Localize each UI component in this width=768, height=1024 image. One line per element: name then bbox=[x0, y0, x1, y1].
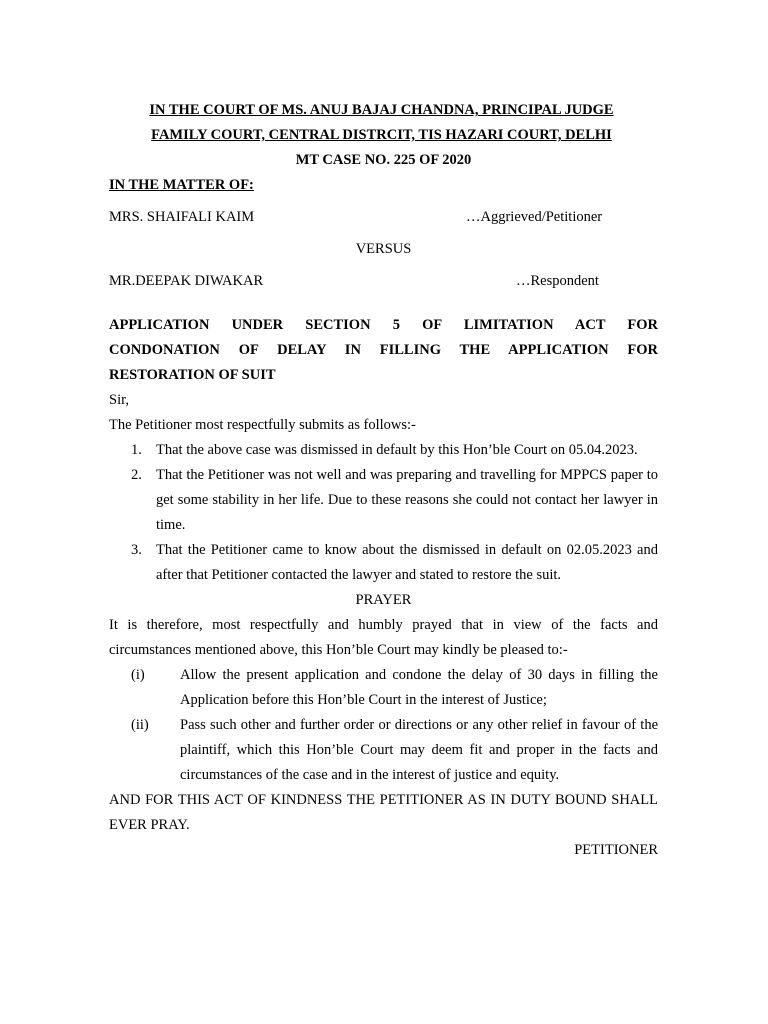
case-number: MT CASE NO. 225 OF 2020 bbox=[295, 152, 472, 168]
matter-heading: IN THE MATTER OF: bbox=[109, 177, 254, 193]
list-item: 2. That the Petitioner was not well and was preparing and travelling for MPPCS paper to get some stability in her life. Due to these reasons she could not contact her lawyer in time. bbox=[131, 467, 658, 533]
list-item: (i) Allow the present application and condone the delay of 30 days in filling the Application before this Hon’ble Court in the interest of Justice; bbox=[131, 667, 658, 708]
application-title bbox=[109, 313, 658, 388]
prayer-heading: PRAYER bbox=[355, 592, 412, 608]
prayer-intro: It is therefore, most respectfully and humbly prayed that in view of the facts and circumstances mentioned above, this Hon’ble Court may kindly be pleased to:- bbox=[109, 617, 658, 658]
point-text: That the above case was dismissed in default by this Hon’ble Court on 05.04.2023. bbox=[156, 442, 638, 458]
document-page bbox=[109, 98, 658, 863]
point-text: That the Petitioner came to know about the dismissed in default on 02.05.2023 and after that Petitioner contacted the lawyer and stated to restore the suit. bbox=[156, 542, 658, 583]
point-text: That the Petitioner was not well and was preparing and travelling for MPPCS paper to get some stability in her life. Due to these reasons she could not contact her lawyer in time. bbox=[156, 467, 658, 533]
petitioner-role: …Aggrieved/Petitioner bbox=[466, 209, 603, 225]
respondent-name: MR.DEEPAK DIWAKAR bbox=[109, 273, 264, 289]
court-heading-line1: IN THE COURT OF MS. ANUJ BAJAJ CHANDNA, PRINCIPAL JUDGE bbox=[149, 102, 614, 118]
submission-list bbox=[109, 438, 658, 588]
application-title-line3: RESTORATION OF SUIT bbox=[109, 367, 276, 383]
application-title-line2: CONDONATION OF DELAY IN FILLING THE APPLICATION FOR bbox=[109, 342, 658, 358]
signature-label: PETITIONER bbox=[574, 842, 658, 858]
list-item: (ii) Pass such other and further order or directions or any other relief in favour of the plaintiff, which this Hon’ble Court may deem fit and proper in the facts and circumstances of the case and in the interest of justice and equity. bbox=[131, 717, 658, 783]
petitioner-name: MRS. SHAIFALI KAIM bbox=[109, 209, 255, 225]
closing-text: AND FOR THIS ACT OF KINDNESS THE PETITIONER AS IN DUTY BOUND SHALL EVER PRAY. bbox=[109, 792, 658, 833]
intro-text: The Petitioner most respectfully submits as follows:- bbox=[109, 417, 416, 433]
application-title-line1: APPLICATION UNDER SECTION 5 OF LIMITATION ACT FOR bbox=[109, 317, 658, 333]
prayer-text: Allow the present application and condone the delay of 30 days in filling the Application before this Hon’ble Court in the interest of Justice; bbox=[180, 667, 658, 708]
list-item: 1. That the above case was dismissed in default by this Hon’ble Court on 05.04.2023. bbox=[131, 442, 638, 458]
respondent-role: …Respondent bbox=[516, 273, 599, 289]
petitioner-row bbox=[109, 205, 658, 230]
prayer-text: Pass such other and further order or directions or any other relief in favour of the plaintiff, which this Hon’ble Court may deem fit and proper in the facts and circumstances of the case and in the interest of justice and equity. bbox=[180, 717, 658, 783]
prayer-list bbox=[109, 663, 658, 788]
salutation: Sir, bbox=[109, 392, 129, 408]
versus-label: VERSUS bbox=[355, 241, 412, 257]
court-heading-line2: FAMILY COURT, CENTRAL DISTRCIT, TIS HAZARI COURT, DELHI bbox=[151, 127, 612, 143]
list-item: 3. That the Petitioner came to know about the dismissed in default on 02.05.2023 and after that Petitioner contacted the lawyer and stated to restore the suit. bbox=[131, 542, 658, 583]
respondent-row bbox=[109, 269, 658, 294]
